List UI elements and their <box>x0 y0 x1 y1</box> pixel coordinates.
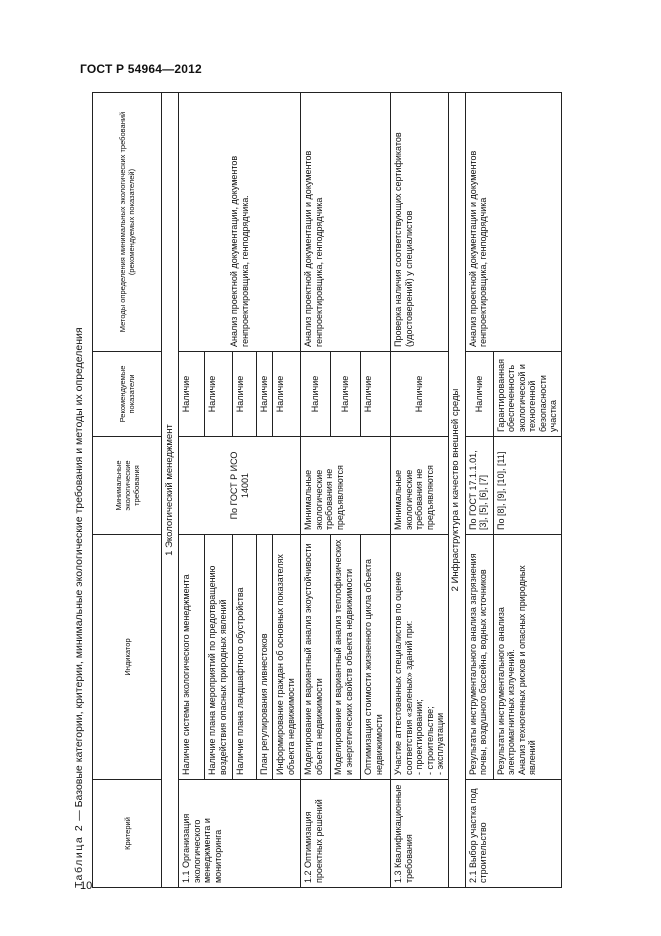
recommended-cell: Наличие <box>257 352 273 437</box>
criterion-cell: 1.3 Квалификационные требования <box>391 780 449 888</box>
document-header: ГОСТ Р 54964—2012 <box>80 62 202 76</box>
requirement-cell: По [8], [9], [10], [11] <box>493 437 561 535</box>
recommended-cell: Гарантированная обеспеченность экологической и техногенной безопасности участка <box>493 352 561 437</box>
col-header-min-requirements: Минимальные экологические требования <box>93 437 162 535</box>
recommended-cell: Наличие <box>179 352 205 437</box>
method-cell: Анализ проектной документации и документов генпроектировщика, генподрядчика <box>301 93 391 352</box>
method-cell: Проверка наличия соответствующих сертификатов (удостоверений) у специалистов <box>391 93 449 352</box>
recommended-cell: Наличие <box>465 352 493 437</box>
section-title-1: 1 Экологический менеджмент <box>162 93 179 888</box>
indicator-cell: Моделирование и вариантный анализ теплофизических и энергетических свойств объекта недвижимости <box>331 535 361 780</box>
method-cell: Анализ проектной документации, документов генпроектировщика, генподрядчика. <box>179 93 301 352</box>
table-row <box>179 93 205 888</box>
table-row <box>301 93 331 888</box>
indicator-cell: Наличие плана ландшафтного обустройства <box>233 535 257 780</box>
indicator-cell: Информирование граждан об основных показателях объекта недвижимости <box>273 535 301 780</box>
table-row <box>391 93 449 888</box>
criterion-cell: 1.1 Организация экологического менеджмента и мониторинга <box>179 780 301 888</box>
indicator-cell: Наличие системы экологического менеджмента <box>179 535 205 780</box>
table-row <box>465 93 493 888</box>
col-header-indicator: Индикатор <box>93 535 162 780</box>
method-cell: Анализ проектной документации и документов генпроектировщика, генподрядчика <box>465 93 561 352</box>
criterion-cell: 2.1 Выбор участка под строительство <box>465 780 561 888</box>
page-number: 10 <box>80 880 93 892</box>
col-header-criterion: Критерий <box>93 780 162 888</box>
table-caption-label: Таблица 2 <box>73 823 85 888</box>
recommended-cell: Наличие <box>273 352 301 437</box>
recommended-cell: Наличие <box>391 352 449 437</box>
indicator-cell: План регулирования ливнестоков <box>257 535 273 780</box>
indicator-cell: Участие аттестованных специалистов по оценке соответствия «зеленых» зданий при: - проектировании; - строительстве; - эксплуатации <box>391 535 449 780</box>
recommended-cell: Наличие <box>233 352 257 437</box>
requirement-cell: Минимальные экологические требования не предъявляются <box>301 437 391 535</box>
col-header-recommended: Рекомендуемые показатели <box>93 352 162 437</box>
col-header-methods: Методы определения минимальных экологических требований (рекомендуемых показателей) <box>93 93 162 352</box>
requirement-cell: По ГОСТ 17.1.1.01, [3], [5], [6], [7] <box>465 437 493 535</box>
table-header-row <box>93 93 162 888</box>
table-caption-text: — Базовые категории, критерии, минимальные экологические требования и методы их определения <box>73 327 85 824</box>
criterion-cell: 1.2 Оптимизация проектных решений <box>301 780 391 888</box>
recommended-cell: Наличие <box>301 352 331 437</box>
indicator-cell: Наличие плана мероприятий по предотвращению воздействия опасных природных явлений <box>205 535 233 780</box>
section-row <box>448 93 465 888</box>
indicator-cell: Результаты инструментального анализа электромагнитных излучений. Анализ техногенных рисков и опасных природных явлений <box>493 535 561 780</box>
section-title-2: 2 Инфраструктура и качество внешней среды <box>448 93 465 888</box>
indicator-cell: Результаты инструментального анализа загрязнения почвы, воздушного бассейна, водных источников <box>465 535 493 780</box>
indicator-cell: Оптимизация стоимости жизненного цикла объекта недвижимости <box>361 535 391 780</box>
indicator-cell: Моделирование и вариантный анализ экоустойчивости объекта недвижимости <box>301 535 331 780</box>
recommended-cell: Наличие <box>361 352 391 437</box>
rotated-table-block <box>70 93 558 888</box>
requirement-cell: По ГОСТ Р ИСО 14001 <box>179 437 301 535</box>
section-row <box>162 93 179 888</box>
requirement-cell: Минимальные экологические требования не предъявляются <box>391 437 449 535</box>
recommended-cell: Наличие <box>331 352 361 437</box>
table-caption <box>70 93 90 888</box>
recommended-cell: Наличие <box>205 352 233 437</box>
requirements-table <box>92 92 562 888</box>
